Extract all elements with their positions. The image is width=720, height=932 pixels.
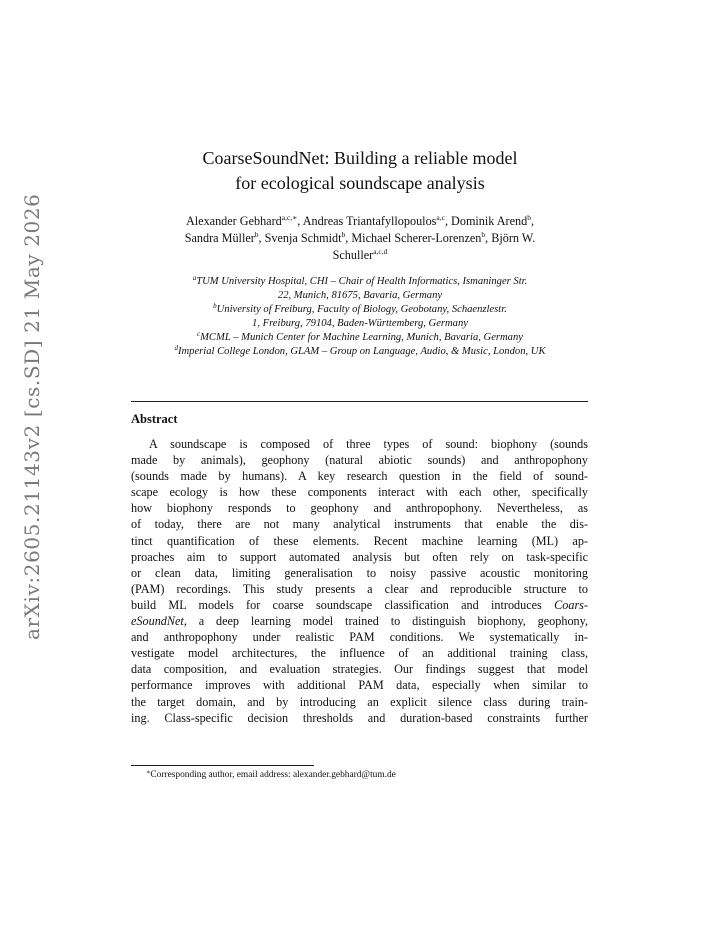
- author-affiliation-marks: a,c,∗: [281, 213, 298, 222]
- author-name: Michael Scherer-Lorenzen: [351, 231, 482, 245]
- author-affiliation-marks: a,c: [436, 213, 445, 222]
- abstract-line: data composition, and evaluation strategies. Our findings suggest that model: [131, 662, 588, 677]
- author-name: Andreas Triantafyllopoulos: [302, 214, 437, 228]
- author-affiliation-marks: b: [527, 213, 531, 222]
- abstract-line: how biophony responds to geophony and anthropophony. Nevertheless, as: [131, 501, 588, 516]
- corresponding-author-footnote: ∗Corresponding author, email address: alexander.gebhard@tum.de: [146, 769, 396, 780]
- abstract-line: build ML models for coarse soundscape classification and introduces Coars-: [131, 597, 588, 612]
- author-affiliation-marks: b: [341, 230, 346, 239]
- model-name-italic: Coars-: [554, 597, 588, 612]
- abstract-line: or clean data, limiting generalisation to noisy passive acoustic monitoring: [131, 565, 588, 580]
- author-name: Alexander Gebhard: [185, 214, 282, 228]
- author-line-3: [110, 247, 610, 264]
- abstract-line: ing. Class-specific decision thresholds and duration-based constraints further: [131, 710, 588, 725]
- affiliation-b-continued: 1, Freiburg, 79104, Baden-Württemberg, Germany: [252, 318, 468, 329]
- abstract-line: eSoundNet, a deep learning model trained to distinguish biophony, geophony,: [131, 614, 588, 629]
- affiliation-list: [100, 275, 620, 359]
- author-name: Schuller: [332, 248, 374, 262]
- abstract-line: A soundscape is composed of three types of sound: biophony (sounds: [149, 437, 588, 451]
- abstract-line: (sounds made by humans). A key research question in the field of sound-: [131, 469, 588, 484]
- abstract-line: of today, there are not many analytical instruments that enable the dis-: [131, 517, 588, 532]
- abstract-body: [131, 436, 588, 726]
- title-line-1: CoarseSoundNet: Building a reliable model: [202, 148, 518, 168]
- author-affiliation-marks: b: [254, 230, 259, 239]
- abstract-line: proaches aim to support automated analysis but often rely on task-specific: [131, 549, 588, 564]
- author-line-1: Alexander Gebhard$^{a,c,∗}$, Andreas Triantafyllopoulos$^{a,c}$, Dominik Arend$^b$,: [185, 213, 535, 228]
- affiliation-a: $^a$TUM University Hospital, CHI – Chair of Health Informatics, Ismaninger Str.: [192, 274, 528, 287]
- arxiv-identifier-stamp: arXiv:2605.21143v2 [cs.SD] 21 May 2026: [20, 193, 44, 640]
- author-list: [110, 213, 610, 264]
- paper-title: [100, 146, 620, 196]
- author-name: Sandra Müller: [184, 231, 255, 245]
- abstract-heading: Abstract: [131, 412, 178, 426]
- abstract-line: made by animals), geophony (natural abiotic sounds) and anthropophony: [131, 453, 588, 468]
- abstract-line: vestigate model architectures, the influence of an additional training class,: [131, 646, 588, 661]
- affiliation-b: $^b$University of Freiburg, Faculty of Biology, Geobotany, Schaenzlestr.: [213, 302, 507, 315]
- title-line-2: for ecological soundscape analysis: [235, 173, 485, 193]
- author-name: Dominik Arend: [451, 214, 528, 228]
- author-line-2: Sandra Müller$^b$, Svenja Schmidt$^b$, Michael Scherer-Lorenzen$^b$, Björn W.: [184, 230, 536, 245]
- abstract-line: (PAM) recordings. This study presents a clear and reproducible structure to: [131, 581, 588, 596]
- abstract-line: performance improves with additional PAM data, especially when similar to: [131, 678, 588, 693]
- footnote-divider: [131, 765, 314, 766]
- affiliation-d: $^d$Imperial College London, GLAM – Group on Language, Audio, & Music, London, UK: [174, 344, 546, 357]
- author-name: Björn W.: [491, 231, 536, 245]
- abstract-line: tinct quantification of these elements. Recent machine learning (ML) ap-: [131, 533, 588, 548]
- abstract-line: scape ecology is how these components interact with each other, specifically: [131, 485, 588, 500]
- author-affiliation-marks: b: [481, 230, 486, 239]
- affiliation-a-continued: 22, Munich, 81675, Bavaria, Germany: [277, 290, 443, 301]
- abstract-line: and anthropophony under realistic PAM conditions. We systematically in-: [131, 630, 588, 645]
- abstract-line: the target domain, and by introducing an explicit silence class during train-: [131, 694, 588, 709]
- section-divider: [131, 401, 588, 402]
- author-affiliation-marks: a,c,d: [373, 247, 388, 256]
- model-name-italic: eSoundNet: [131, 614, 184, 629]
- author-name: Svenja Schmidt: [264, 231, 342, 245]
- affiliation-c: $^c$MCML – Munich Center for Machine Learning, Munich, Bavaria, Germany: [197, 330, 523, 343]
